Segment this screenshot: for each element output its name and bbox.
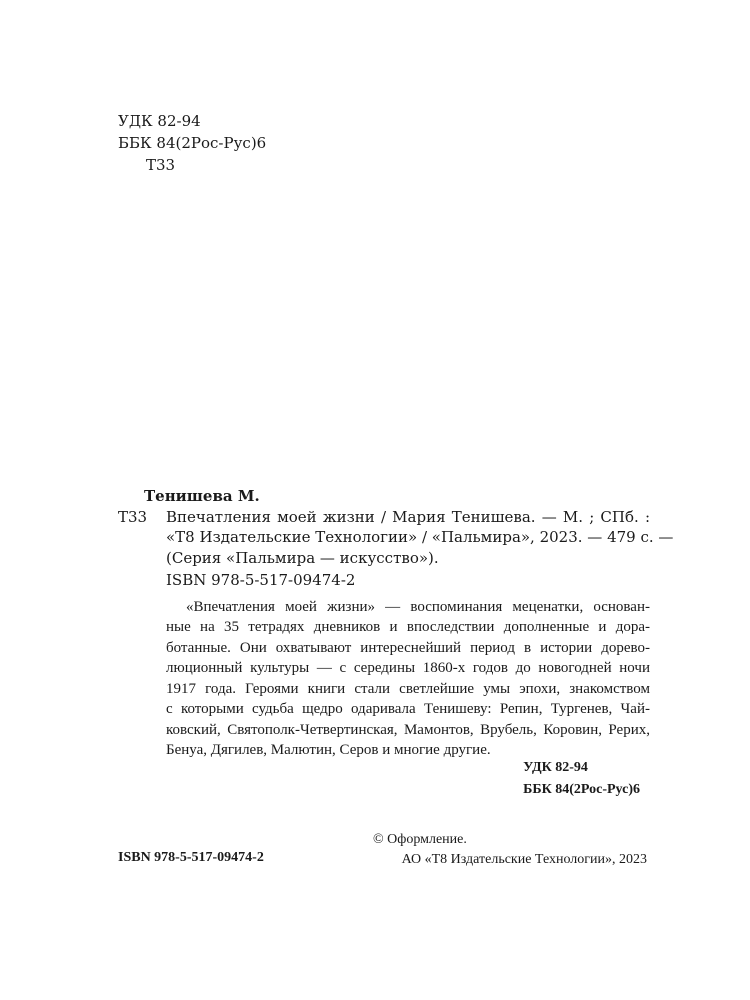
bottom-isbn: ISBN 978-5-517-09474-2 — [118, 850, 264, 865]
top-classification-block — [118, 110, 266, 176]
annotation-line: с которыми судьба щедро одаривала Тенишеву: Репин, Тургенев, Чай- — [166, 701, 650, 717]
annotation-line: ковский, Святополк-Четвертинская, Мамонтов, Врубель, Коровин, Рерих, — [166, 721, 650, 738]
bottom-classification-block — [523, 757, 640, 801]
description-line: (Серия «Пальмира — искусство»). — [166, 548, 439, 567]
annotation-line: люционный культуры — с середины 1860-х годов до новогодней ночи — [166, 660, 650, 676]
annotation-line: Бенуа, Дягилев, Малютин, Серов и многие другие. — [166, 742, 491, 758]
entry-author-mark: Т33 — [118, 507, 148, 526]
bbk-code-bottom: ББК 84(2Рос-Рус)6 — [523, 782, 640, 797]
udk-code-bottom: УДК 82-94 — [523, 760, 588, 775]
annotation-line: «Впечатления моей жизни» — воспоминания меценатки, основан- — [186, 598, 650, 615]
bbk-code: ББК 84(2Рос-Рус)6 — [118, 134, 267, 152]
annotation-line: 1917 года. Героями книги стали светлейшие умы эпохи, знакомством — [166, 680, 650, 697]
annotation-line: ные на 35 тетрадях дневников и впоследствии дополненные и дора- — [166, 619, 650, 635]
copyright-publisher: АО «Т8 Издательские Технологии», 2023 — [401, 852, 647, 867]
annotation — [166, 597, 650, 761]
entry-isbn: ISBN 978-5-517-09474-2 — [166, 571, 356, 589]
bibliographic-record — [118, 486, 674, 761]
author-mark: Т33 — [146, 156, 176, 174]
udk-code: УДК 82-94 — [118, 112, 201, 130]
copyright-notice — [373, 830, 647, 870]
author-heading: Тенишева М. — [144, 487, 260, 505]
description-line: «Т8 Издательские Технологии» / «Пальмира», 2023. — 479 с. — — [166, 528, 674, 546]
bibliographic-entry — [118, 507, 674, 761]
annotation-line: ботанные. Они охватывают интереснейший период в истории дорево- — [166, 639, 650, 656]
description-line: Впечатления моей жизни / Мария Тенишева. — М. ; СПб. : — [166, 507, 650, 526]
copyright-line: © Оформление. — [373, 832, 467, 847]
